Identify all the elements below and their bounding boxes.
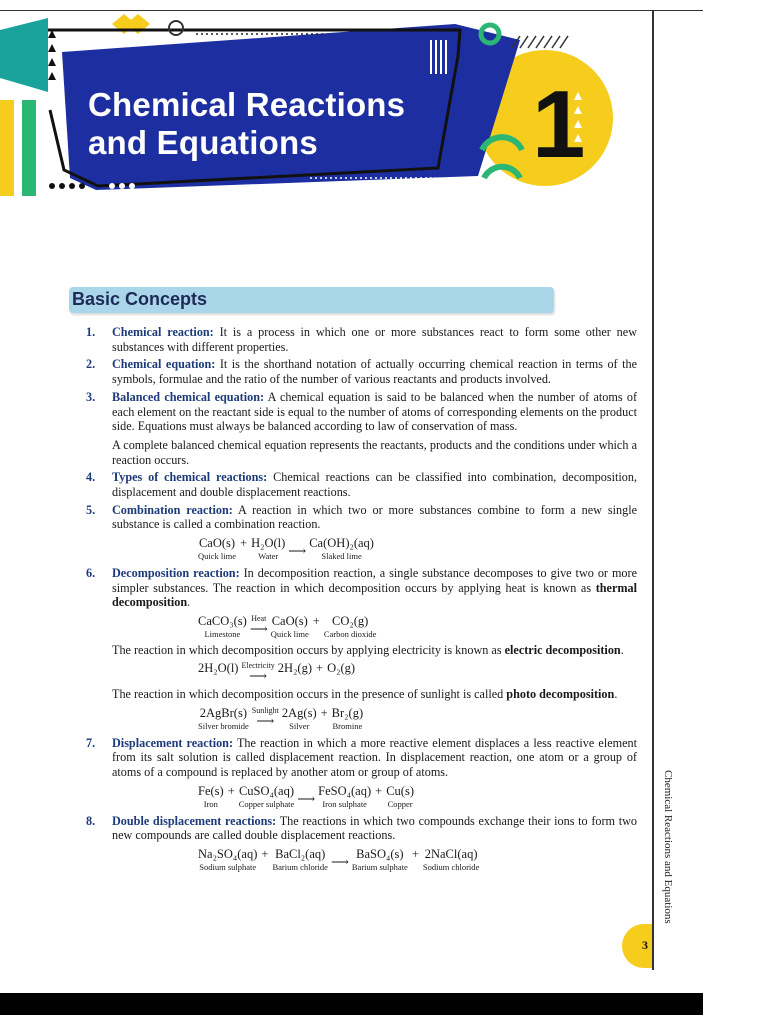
- eq-reactant: Na₂SO₄(aq): [198, 846, 258, 861]
- chapter-title-line-1: Chemical Reactions: [88, 86, 406, 123]
- item-term: Decomposition reaction:: [112, 565, 240, 580]
- eq-label: Bromine: [332, 720, 363, 731]
- eq-label: Slaked lime: [321, 550, 362, 561]
- item-number: 5.: [86, 502, 96, 517]
- eq-arrow: ⟶: [249, 669, 268, 684]
- page-number: 3: [642, 938, 648, 952]
- chapter-title-line-2: and Equations: [88, 124, 318, 161]
- item-extra-paragraph: A complete balanced chemical equation represents the reactants, products and the conditions under which a reaction occurs.: [112, 437, 637, 467]
- eq-reactant: CaCO₃(s): [198, 613, 247, 628]
- chapter-number: 1: [532, 71, 586, 178]
- dot-row-white: [109, 183, 135, 189]
- section-header: [69, 287, 554, 313]
- eq-label: Iron sulphate: [322, 798, 367, 809]
- eq-reactant: 2H₂O(l): [198, 661, 239, 676]
- equation-electric-decomposition: [198, 661, 637, 683]
- eq-label: Carbon dioxide: [323, 628, 377, 639]
- concept-list: [86, 325, 637, 877]
- eq-label: Barium chloride: [272, 861, 328, 872]
- item-number: 3.: [86, 389, 96, 404]
- equation-combination: [198, 536, 637, 561]
- eq-label: Sodium chloride: [422, 861, 480, 872]
- eq-product: 2Ag(s): [281, 706, 317, 721]
- eq-label: Iron: [203, 798, 218, 809]
- eq-arrow: ⟶: [256, 714, 275, 729]
- item-text: A reaction in which two or more substances combine to form a new single substance is called a combination reaction.: [112, 502, 637, 532]
- eq-product: BaSO₄(s): [356, 846, 404, 861]
- eq-plus: +: [316, 661, 324, 676]
- eq-label: Quick lime: [270, 628, 309, 639]
- outline-ring: [169, 21, 183, 35]
- eq-product: Br₂(g): [331, 706, 364, 721]
- eq-arrow: ⟶: [297, 791, 316, 806]
- eq-plus: +: [261, 846, 269, 861]
- eq-reactant: BaCl₂(aq): [275, 846, 326, 861]
- item-number: 7.: [86, 735, 96, 750]
- item-text: In decomposition reaction, a single substance decomposes to give two or more simpler substances. The reaction in which decomposition occurs by applying heat is known as: [112, 565, 637, 595]
- left-green-bar: [22, 100, 36, 196]
- concept-item-2: [86, 357, 637, 386]
- equation-thermal-decomposition: [198, 614, 637, 639]
- item-text: A chemical equation is said to be balanced when the number of atoms of each element on the reactant side is equal to the number of atoms of corresponding elements on the product side. Equations must always be balanced according to law of conservation of mass.: [112, 389, 638, 434]
- eq-label: Limestone: [204, 628, 241, 639]
- item-text: It is a process in which one or more substances react to form some other new substances with different properties.: [112, 325, 637, 354]
- eq-plus: +: [312, 613, 320, 628]
- equation-displacement: [198, 784, 637, 809]
- running-chapter-label: Chemical Reactions and Equations: [662, 770, 674, 924]
- item-number: 6.: [86, 565, 96, 580]
- item-bold-term: photo decomposition: [506, 687, 615, 702]
- chapter-title: [88, 86, 405, 162]
- eq-plus: +: [227, 783, 235, 798]
- eq-label: Barium sulphate: [351, 861, 408, 872]
- eq-product: 2H₂(g): [277, 661, 313, 676]
- eq-reactant: Fe(s): [198, 783, 224, 798]
- right-margin-rule: [652, 10, 654, 970]
- left-yellow-bar: [0, 100, 14, 196]
- dot-row: [49, 183, 85, 189]
- eq-plus: +: [320, 706, 328, 721]
- eq-product: Ca(OH)₂(aq): [309, 536, 374, 551]
- item-term: Balanced chemical equation:: [112, 389, 265, 404]
- concept-item-3: [86, 390, 637, 468]
- eq-label: Silver bromide: [198, 720, 249, 731]
- item-bold-term: electric decomposition: [504, 642, 621, 657]
- item-text: It is the shorthand notation of actually occurring chemical reaction in terms of the symbols, formulae and the ratio of the number of various reactants and products involved.: [112, 357, 638, 387]
- eq-arrow: ⟶: [330, 854, 349, 869]
- eq-label: Quick lime: [198, 550, 237, 561]
- concept-item-1: [86, 325, 637, 354]
- left-teal-shape: [0, 18, 48, 92]
- concept-item-6: 6. Decomposition reaction: In decomposition reaction, a single substance decomposes to give two or more simpler substances. The reaction in which decomposition occurs by applying heat is known as thermal decomposition. CaCO₃(s) Limestone Heat ⟶ CaO(s) Quick lime + CO₂(g) Carbon dioxide The reaction in which decomposition occurs by applying electricity is known as electric decomposition. 2H₂O(l) Electricity ⟶ 2H₂(g) + O₂(g) The reaction in which decomposition occurs in the presence of sunlight is called photo decomposition. 2AgBr(s) Silver bromide Sunlight ⟶ 2Ag(s) Silver + Br₂(g) Bromine: [86, 565, 638, 731]
- eq-arrow: ⟶: [249, 621, 268, 636]
- eq-label: Sodium sulphate: [199, 861, 257, 872]
- item-number: 4.: [86, 470, 96, 485]
- eq-product: O₂(g): [327, 661, 356, 676]
- item-term: Chemical reaction:: [112, 325, 214, 339]
- item-text: Chemical reactions can be classified into combination, decomposition, displacement and double displacement reactions.: [112, 470, 638, 500]
- item-text: The reactions in which two compounds exchange their ions to form two new compounds are called double displacement reactions.: [112, 813, 637, 843]
- item-text: The reaction in which a more reactive element displaces a less reactive element from its salt solution is called displacement reaction. In displacement reaction, one atom or a group of atoms of a compound is replaced by another atom or group of atoms.: [112, 735, 638, 780]
- equation-photo-decomposition: [198, 706, 637, 731]
- eq-label: Water: [258, 550, 279, 561]
- eq-reactant: H₂O(l): [251, 536, 286, 551]
- eq-condition: Electricity: [241, 661, 275, 671]
- item-number: 1.: [86, 325, 96, 339]
- equation-double-displacement: [198, 847, 637, 872]
- item-term: Chemical equation:: [112, 357, 216, 372]
- concept-item-7: [86, 736, 637, 811]
- item-term: Combination reaction:: [112, 502, 233, 517]
- item-number: 2.: [86, 357, 96, 372]
- eq-condition: Heat: [251, 613, 267, 623]
- eq-label: Silver: [289, 720, 310, 731]
- item-term: Double displacement reactions:: [112, 813, 277, 828]
- item-term: Displacement reaction:: [112, 735, 234, 750]
- eq-reactant: 2AgBr(s): [199, 706, 247, 721]
- eq-label: Copper: [387, 798, 413, 809]
- eq-plus: +: [411, 846, 419, 861]
- concept-item-8: [86, 814, 637, 874]
- eq-reactant: CuSO₄(aq): [238, 783, 295, 798]
- eq-label: Copper sulphate: [238, 798, 295, 809]
- eq-plus: +: [375, 783, 383, 798]
- item-number: 8.: [86, 813, 96, 828]
- eq-condition: Sunlight: [251, 706, 279, 716]
- item-text: The reaction in which decomposition occurs by applying electricity is known as: [112, 642, 502, 657]
- eq-arrow: ⟶: [288, 544, 307, 559]
- section-title: Basic Concepts: [72, 289, 208, 309]
- eq-plus: +: [240, 536, 248, 551]
- concept-item-4: [86, 470, 637, 499]
- item-term: Types of chemical reactions:: [112, 470, 268, 485]
- hatch-marks: [512, 36, 568, 48]
- eq-product: CO₂(g): [331, 613, 369, 628]
- concept-item-5: [86, 503, 637, 563]
- eq-product: 2NaCl(aq): [424, 846, 478, 861]
- eq-reactant: CaO(s): [198, 536, 236, 551]
- eq-product: FeSO₄(aq): [318, 783, 372, 798]
- bottom-black-bar: [0, 993, 703, 1015]
- triangle-column-left: [48, 30, 56, 80]
- item-bold-term: thermal decomposition: [112, 580, 638, 610]
- item-text: The reaction in which decomposition occurs in the presence of sunlight is called: [112, 687, 504, 702]
- eq-product: Cu(s): [386, 783, 414, 798]
- eq-product: CaO(s): [271, 613, 308, 628]
